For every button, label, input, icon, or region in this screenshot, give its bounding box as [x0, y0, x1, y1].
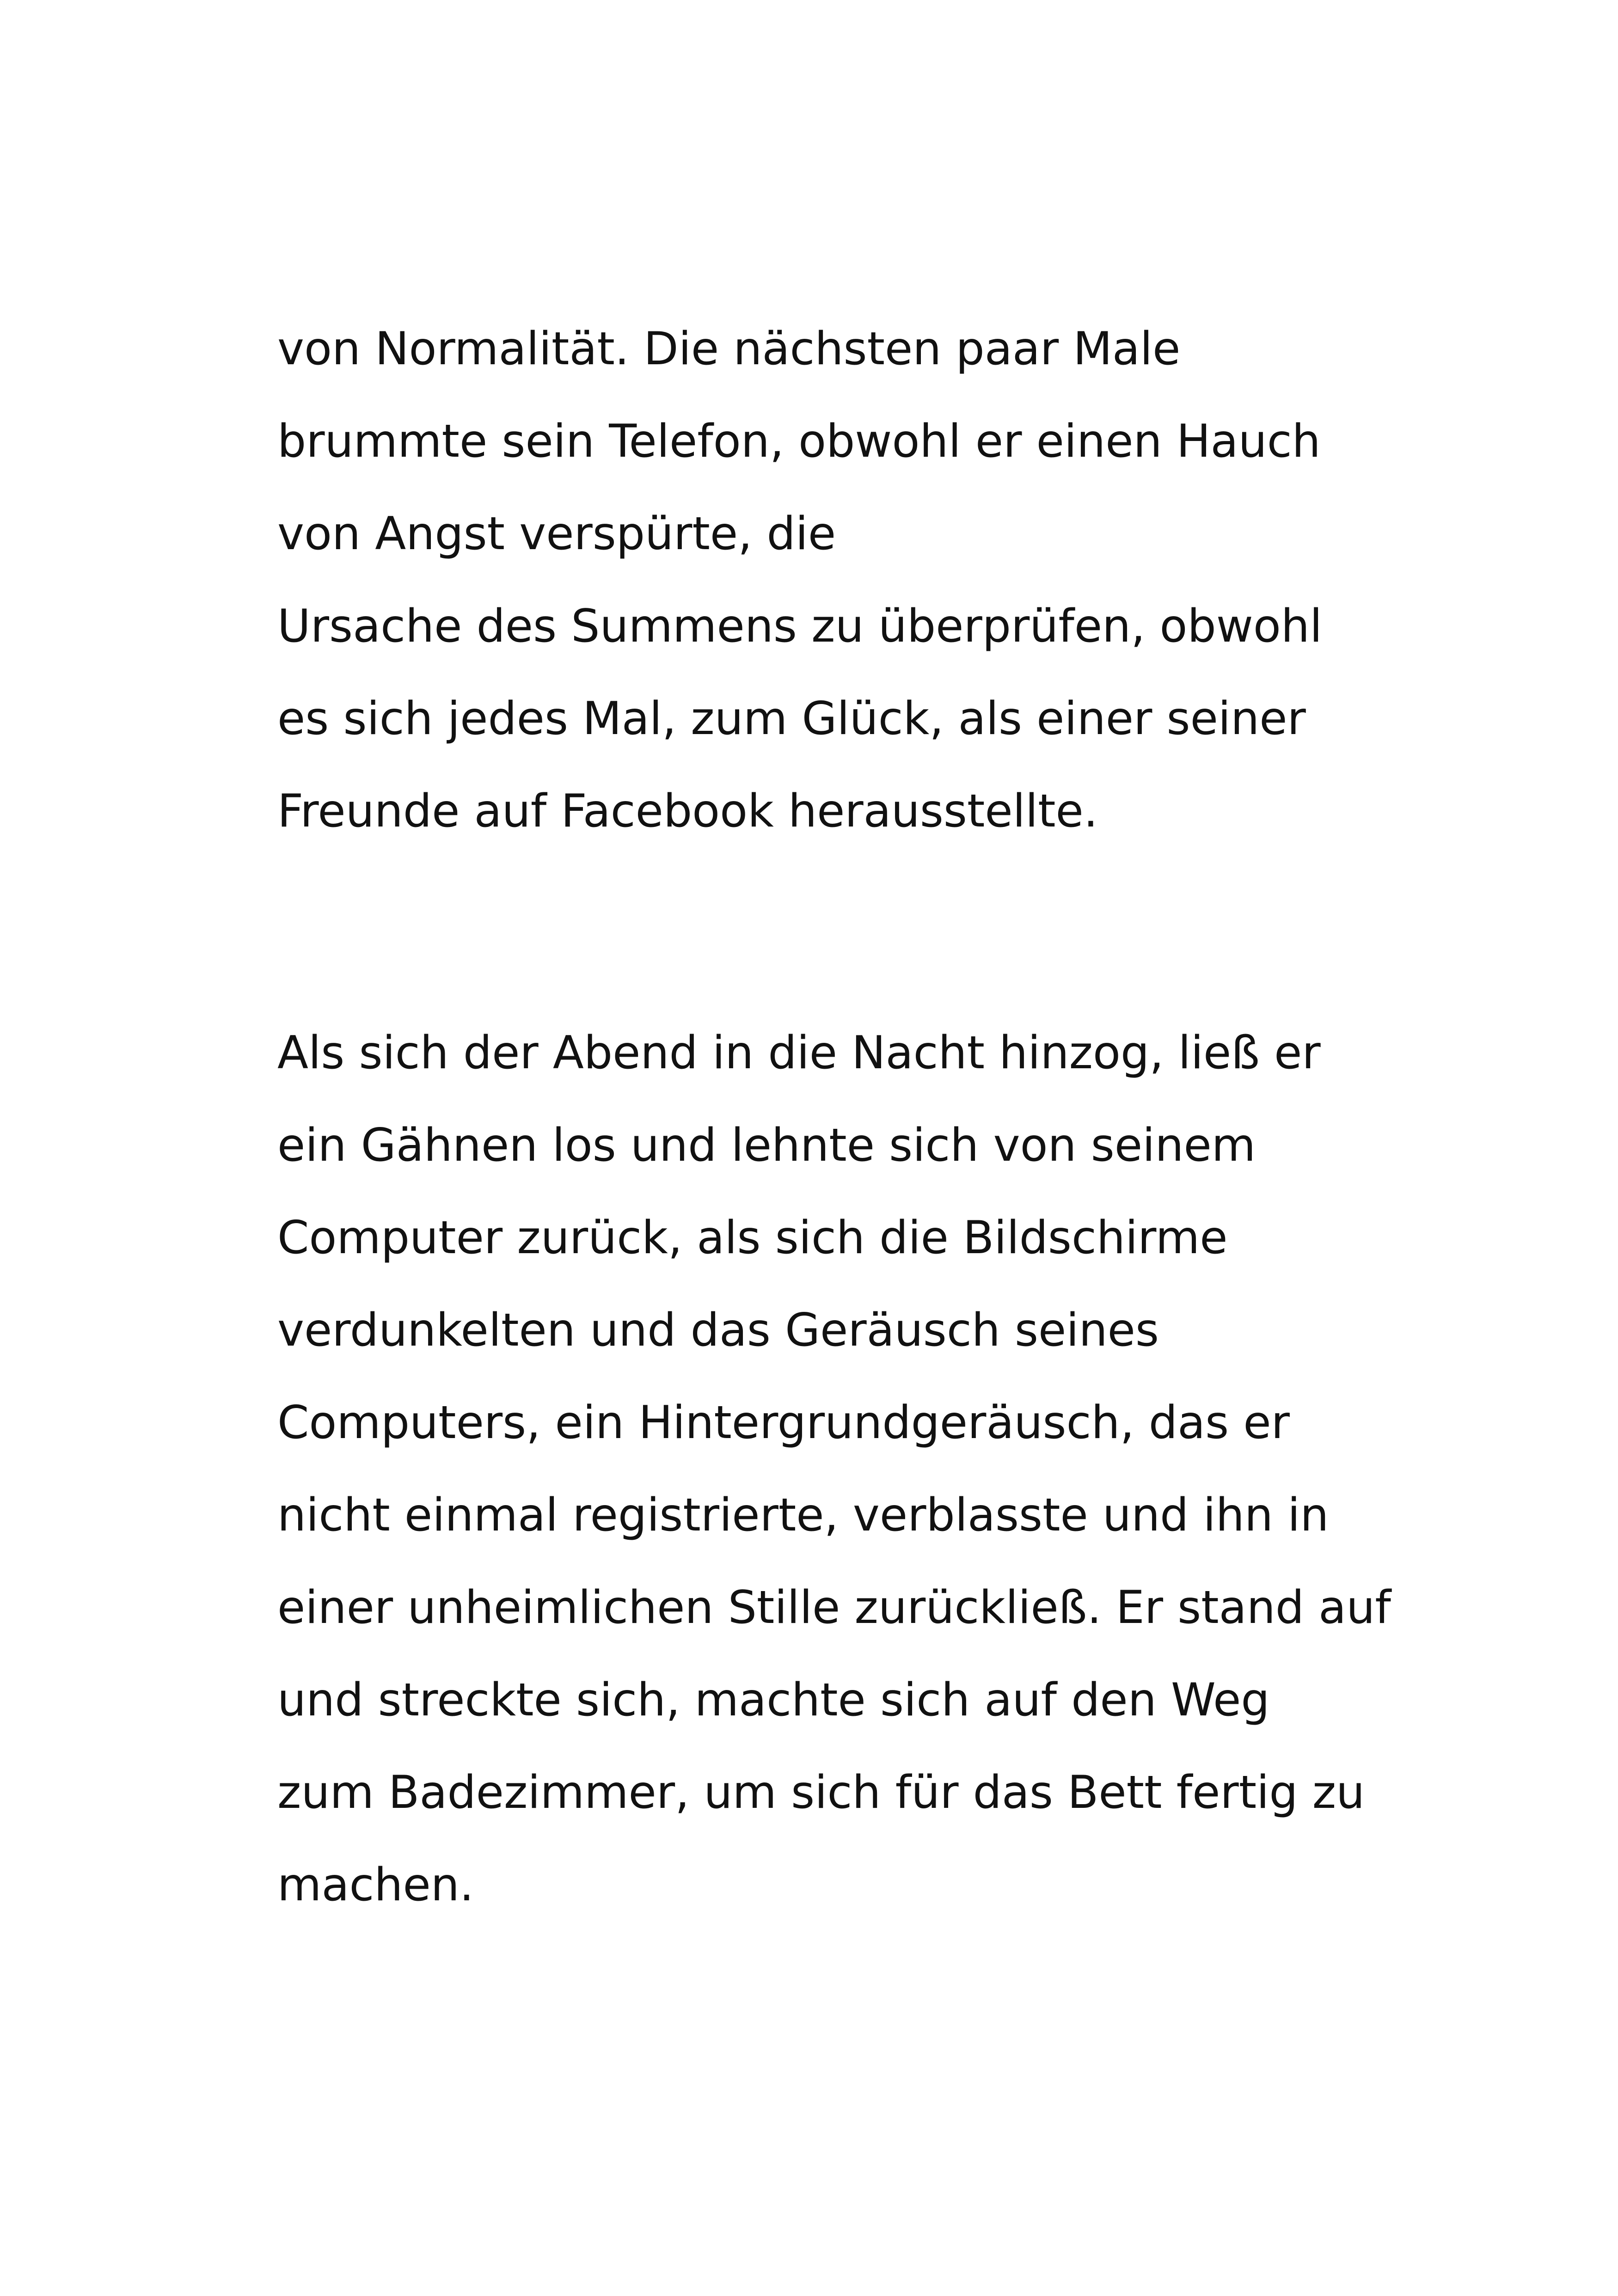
text-line: Computers, ein Hintergrundgeräusch, das er [277, 1396, 1290, 1449]
text-line: brummte sein Telefon, obwohl er einen Hauch [277, 415, 1321, 468]
text-line: Als sich der Abend in die Nacht hinzog, ließ er [277, 1027, 1321, 1079]
text-line: von Angst verspürte, die [277, 508, 836, 560]
text-line: nicht einmal registrierte, verblasste und ihn in [277, 1489, 1329, 1542]
text-line: und streckte sich, machte sich auf den Weg [277, 1674, 1270, 1727]
text-line: einer unheimlichen Stille zurückließ. Er stand auf [277, 1581, 1391, 1634]
text-line: ein Gähnen los und lehnte sich von seinem [277, 1119, 1256, 1172]
text-line: machen. [277, 1859, 474, 1911]
paragraph-2 [277, 1007, 1433, 1931]
text-line: zum Badezimmer, um sich für das Bett fertig zu [277, 1766, 1365, 1819]
text-line: von Normalität. Die nächsten paar Male [277, 323, 1181, 375]
text-line: Computer zurück, als sich die Bildschirme [277, 1212, 1228, 1264]
text-line: Ursache des Summens zu überprüfen, obwohl [277, 600, 1323, 653]
paragraph-1 [277, 303, 1433, 857]
text-line: es sich jedes Mal, zum Glück, als einer seiner [277, 692, 1306, 745]
text-line: verdunkelten und das Geräusch seines [277, 1304, 1159, 1357]
text-line: Freunde auf Facebook herausstellte. [277, 785, 1098, 838]
